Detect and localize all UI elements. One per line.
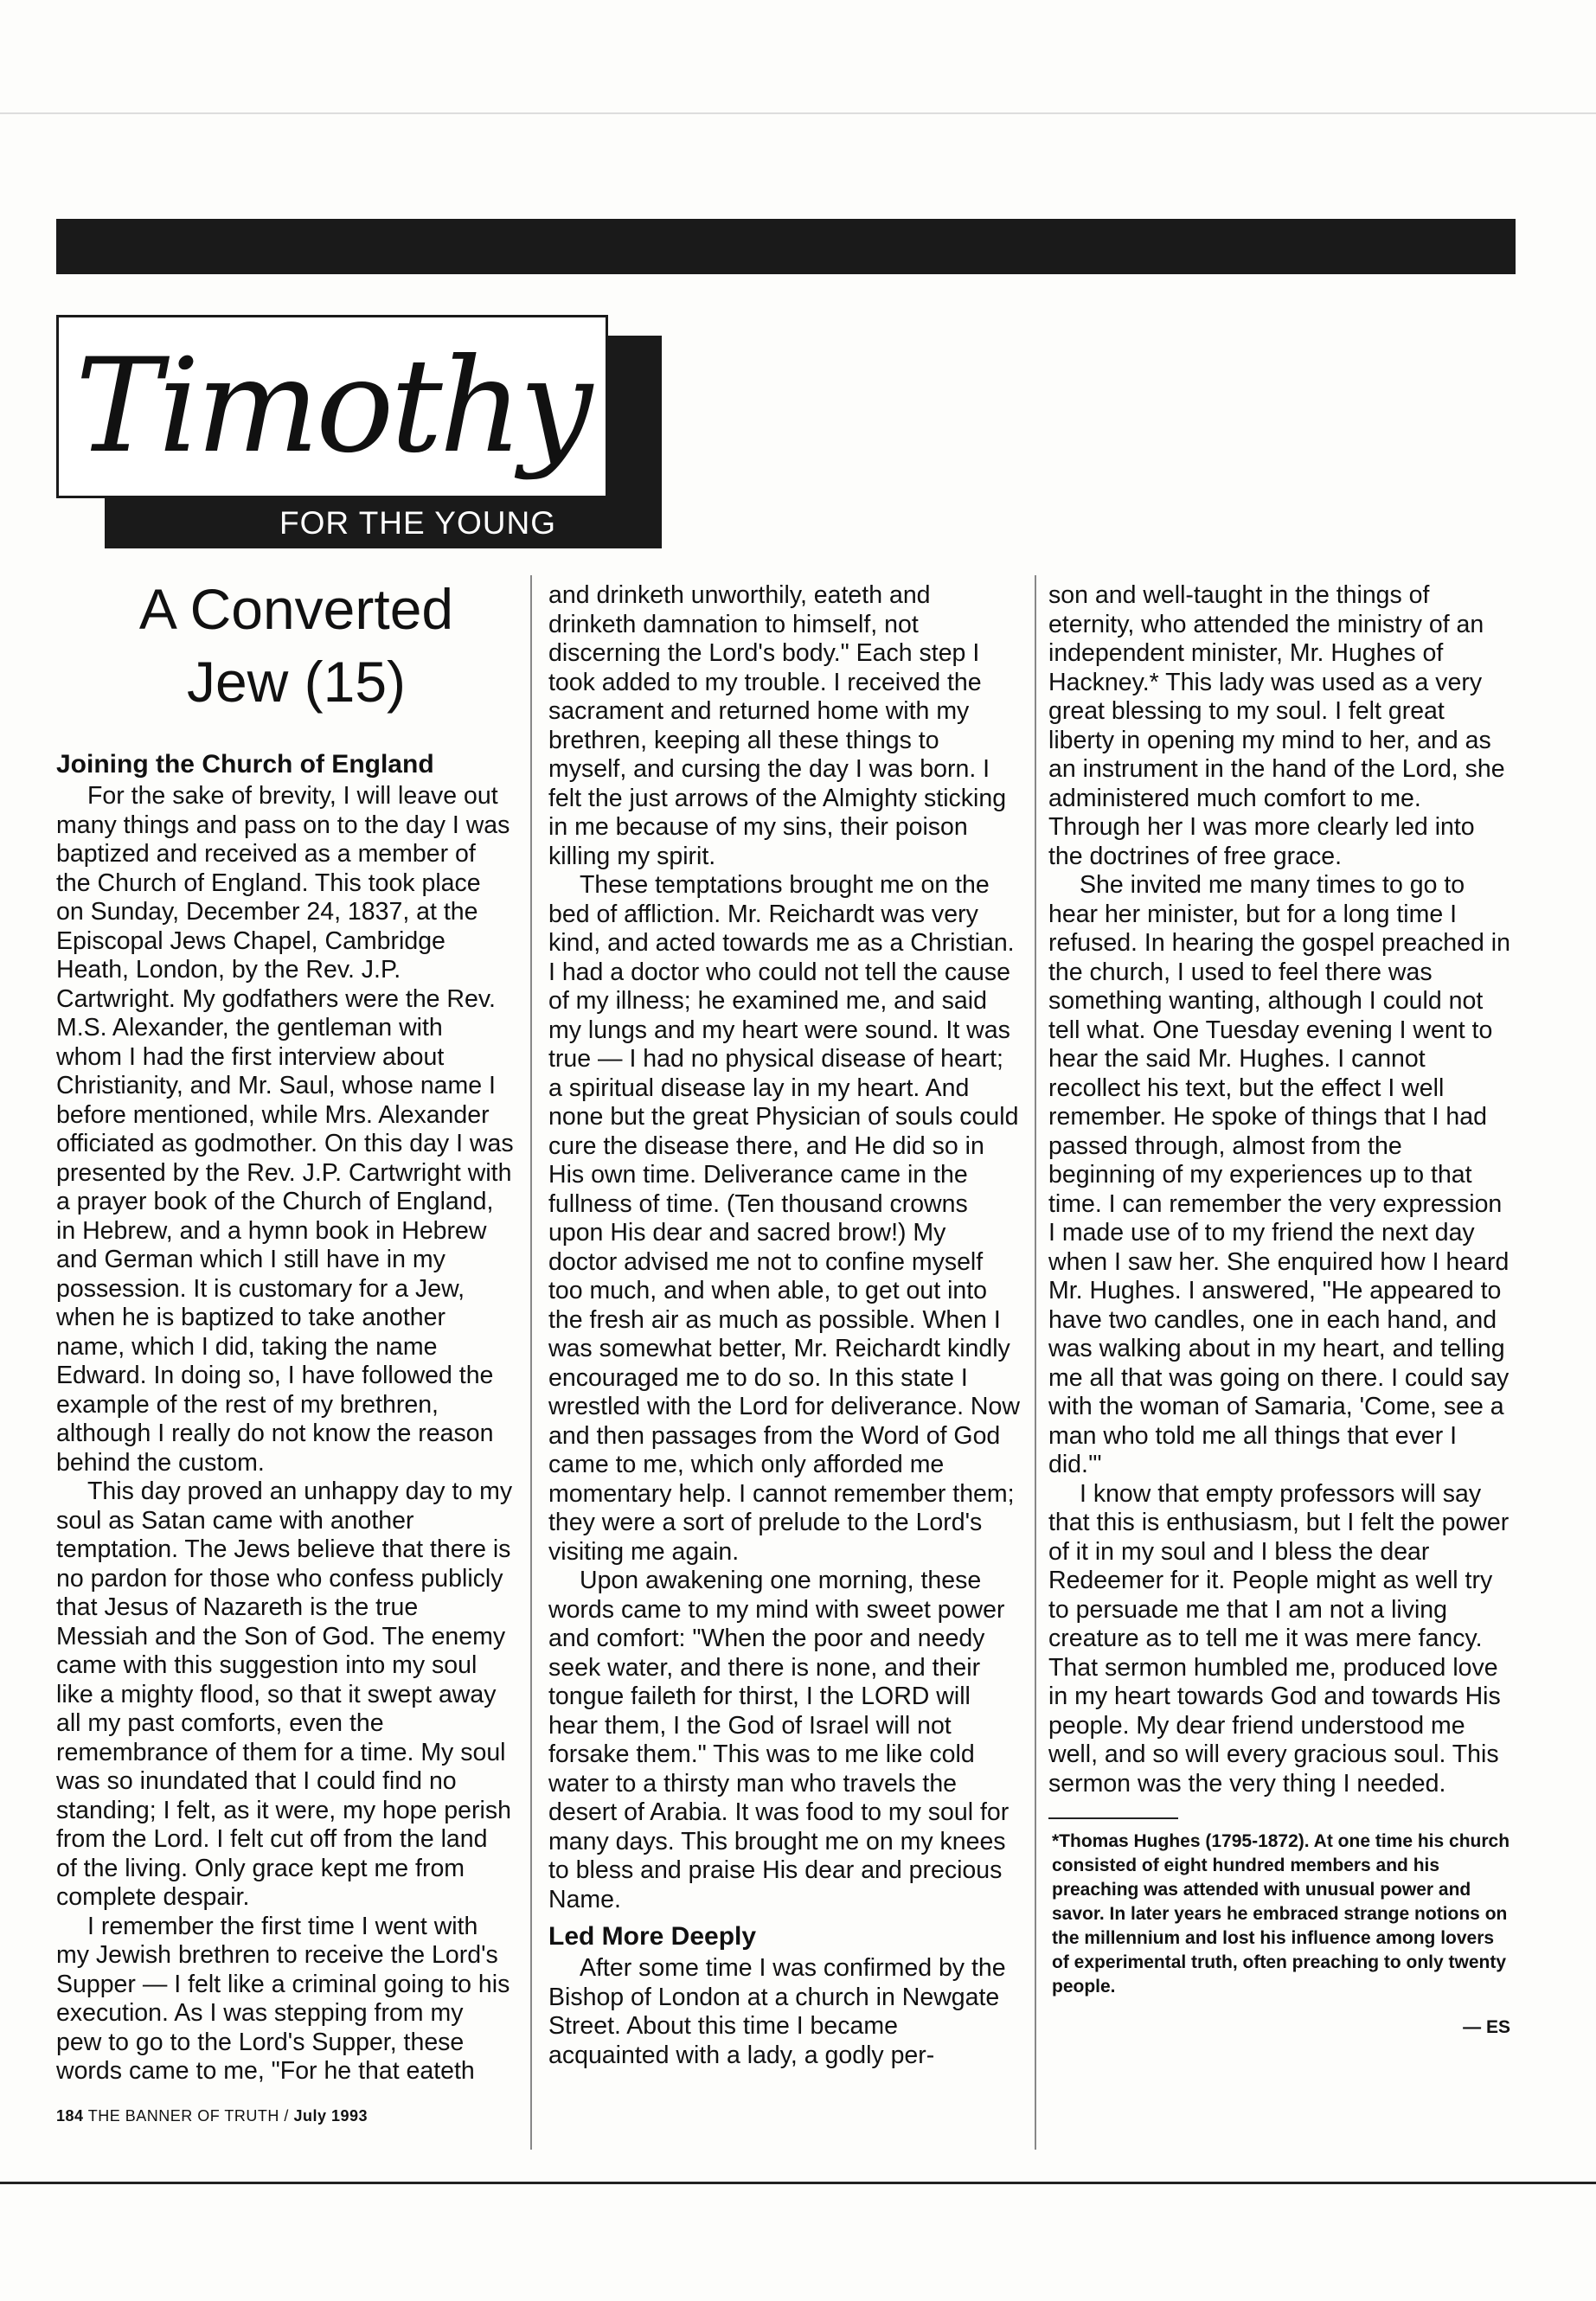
masthead-title: Timothy <box>74 331 590 482</box>
paragraph: This day proved an unhappy day to my soul as Satan came with another temptation. The Jews believe that there is no pardon for those who confess publicly that Jesus of Nazareth is the true Messiah and the Son of God. The enemy came with this suggestion into my soul like a mighty flood, so that it swept away all my past comforts, even the remembrance of them for a time. My soul was so inundated that I could find no standing; I felt, as it were, my hope perish from the Lord. I felt cut off from the land of the living. Only grace kept me from complete despair. <box>56 1477 513 1911</box>
section-heading: Led More Deeply <box>548 1922 757 1951</box>
column-rule-2 <box>1035 575 1036 2150</box>
footnote: *Thomas Hughes (1795-1872). At one time his church consisted of eight hundred members and his preaching was attended with unusual power and savor. In later years he embraced strange notions on the millennium and lost his influence among lovers of experimental truth, often preaching to only twenty people. <box>1052 1831 1510 1997</box>
paragraph: I remember the first time I went with my Jewish brethren to receive the Lord's Supper — I felt like a criminal going to his execution. As I was stepping from my pew to go to the Lord's Supper, these words came to me, "For he that eateth <box>56 1912 510 2085</box>
column-2 <box>548 581 1020 2070</box>
page-number: 184 <box>56 2107 84 2125</box>
section-heading: Joining the Church of England <box>56 750 434 779</box>
top-rule <box>0 112 1596 114</box>
paragraph: and drinketh unworthily, eateth and drinketh damnation to himself, not discerning the Lord's body." Each step I took added to my trouble. I received the sacrament and returned home with my brethren, keeping all these things to myself, and cursing the day I was born. I felt the just arrows of the Almighty sticking in me because of my sins, their poison killing my spirit. <box>548 581 1007 870</box>
footnote-rule <box>1048 1817 1178 1819</box>
paragraph: son and well-taught in the things of eternity, who attended the ministry of an independent minister, Mr. Hughes of Hackney.* This lady was used as a very great blessing to my soul. I felt great liberty in opening my mind to her, and as an instrument in the hand of the Lord, she administered much comfort to me. Through her I was more clearly led into the doctrines of free grace. <box>1048 581 1505 870</box>
column-rule-1 <box>530 575 532 2150</box>
masthead-box <box>56 315 608 498</box>
paragraph: For the sake of brevity, I will leave out many things and pass on to the day I was baptized and received as a member of the Church of England. This took place on Sunday, December 24, 1837, at the Episcopal Jews Chapel, Cambridge Heath, London, by the Rev. J.P. Cartwright. My godfathers were the Rev. M.S. Alexander, the gentleman with whom I had the first interview about Christianity, and Mr. Saul, whose name I before mentioned, while Mrs. Alexander officiated as godmother. On this day I was presented by the Rev. J.P. Cartwright with a prayer book of the Church of England, in Hebrew, and a hymn book in Hebrew and German which I still have in my possession. It is customary for a Jew, when he is baptized to take another name, which I did, taking the name Edward. In doing so, I have followed the example of the rest of my brethren, although I really do not know the reason behind the custom. <box>56 782 514 1477</box>
paragraph: She invited me many times to go to hear her minister, but for a long time I refused. In hearing the gospel preached in the church, I used to feel there was something wanting, although I could not tell what. One Tuesday evening I went to hear the said Mr. Hughes. I cannot recollect his text, but the effect I well remember. He spoke of things that I had passed through, almost from the beginning of my experiences up to that time. I can remember the very expression I made use of to my friend the next day when I saw her. She enquired how I heard Mr. Hughes. I answered, "He appeared to have two candles, one in each hand, and was walking about in my heart, and telling me all that was going on there. I could say with the woman of Samaria, 'Come, see a man who told me all things that ever I did.'" <box>1048 871 1510 1478</box>
paragraph: Upon awakening one morning, these words came to my mind with sweet power and comfort: "When the poor and needy seek water, and there is none, and their tongue faileth for thirst, I the LORD will hear them, I the God of Israel will not forsake them." This was to me like cold water to a thirsty man who travels the desert of Arabia. It was food to my soul for many days. This brought me on my knees to bless and praise His dear and precious Name. <box>548 1567 1010 1913</box>
bottom-rule <box>0 2182 1596 2184</box>
author-signature: — ES <box>1463 2017 1510 2037</box>
article-title-line2: Jew (15) <box>186 650 407 714</box>
column-1 <box>56 747 515 2086</box>
article-title <box>56 573 536 718</box>
masthead-subtitle: FOR THE YOUNG <box>105 498 662 548</box>
paragraph: I know that empty professors will say that this is enthusiasm, but I felt the power of it in my soul and I bless the dear Redeemer for it. People might as well try to persuade me that I am not a living creature as to tell me it was mere fancy. That sermon humbled me, produced love in my heart towards God and towards His people. My dear friend understood me well, and so will every gracious soul. This sermon was the very thing I needed. <box>1048 1479 1509 1798</box>
article-title-line1: A Converted <box>138 577 454 641</box>
folio: 184 THE BANNER OF TRUTH / July 1993 <box>56 2107 368 2125</box>
publication-name: THE BANNER OF TRUTH <box>87 2107 279 2125</box>
paragraph: These temptations brought me on the bed of affliction. Mr. Reichardt was very kind, and acted towards me as a Christian. I had a doctor who could not tell the cause of my illness; he examined me, and said my lungs and my heart were sound. It was true — I had no physical disease of heart; a spiritual disease lay in my heart. And none but the great Physician of souls could cure the disease there, and He did so in His own time. Deliverance came in the fullness of time. (Ten thousand crowns upon His dear and sacred brow!) My doctor advised me not to confine myself too much, and when able, to get out into the fresh air as much as possible. When I was somewhat better, Mr. Reichardt kindly encouraged me to do so. In this state I wrestled with the Lord for deliverance. Now and then passages from the Word of God came to me, which only afforded me momentary help. I cannot remember them; they were a sort of prelude to the Lord's visiting me again. <box>548 871 1020 1566</box>
column-3 <box>1048 581 1516 2042</box>
header-bar <box>56 219 1516 274</box>
issue-date: July 1993 <box>293 2107 368 2125</box>
paragraph: After some time I was confirmed by the Bishop of London at a church in Newgate Street. About this time I became acquainted with a lady, a godly per- <box>548 1954 1006 2069</box>
